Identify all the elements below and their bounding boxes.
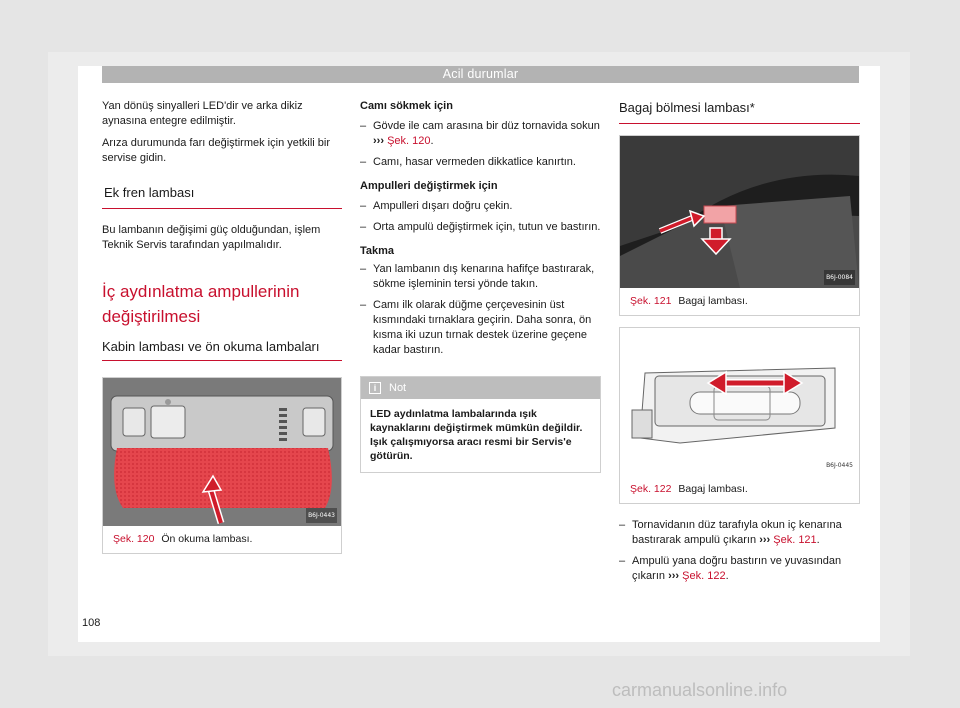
figure-code: B6J-0084 bbox=[824, 270, 855, 285]
step-text: Ampulü yana doğru bastırın ve yuvasından çıkarın bbox=[632, 555, 842, 582]
subheading-remove-glass: Camı sökmek için bbox=[360, 100, 453, 112]
reading-lamp-image bbox=[103, 378, 341, 526]
reading-lamp-illustration bbox=[103, 378, 341, 526]
step-item: – Gövde ile cam arasına bir düz tornavida sokun ››› Şek. 120. bbox=[360, 119, 601, 149]
trunk-lamp-illustration bbox=[620, 136, 859, 288]
caption-text: Ön okuma lambası. bbox=[161, 533, 253, 545]
figure-number: Şek. 121 bbox=[630, 295, 672, 307]
note-header bbox=[361, 377, 600, 399]
trunk-steps bbox=[619, 518, 860, 584]
chapter-heading: İç aydınlatma ampullerinin değiştirilmesi bbox=[102, 282, 300, 326]
subheading-fitting: Takma bbox=[360, 245, 395, 257]
paragraph: Arıza durumunda farı değiştirmek için yetkili bir servise gidin. bbox=[102, 137, 331, 164]
chapter-header: Acil durumlar bbox=[102, 66, 859, 83]
figure-link[interactable]: Şek. 120 bbox=[387, 135, 431, 147]
step-text: Gövde ile cam arasına bir düz tornavida sokun bbox=[373, 120, 600, 132]
caption-text: Bagaj lambası. bbox=[678, 295, 748, 307]
figure-caption bbox=[620, 476, 859, 503]
step-item: – Ampulleri dışarı doğru çekin. bbox=[360, 199, 601, 214]
info-icon: i bbox=[369, 382, 381, 394]
section-heading-trunk-light: Bagaj bölmesi lambası* bbox=[619, 99, 860, 124]
figure-121 bbox=[619, 135, 860, 316]
figure-code: B6J-0445 bbox=[826, 462, 853, 469]
subheading-replace-bulbs: Ampulleri değiştirmek için bbox=[360, 180, 498, 192]
column-right bbox=[619, 99, 860, 590]
note-label: Not bbox=[389, 382, 407, 394]
figure-120 bbox=[102, 377, 342, 554]
watermark: carmanualsonline.info bbox=[612, 680, 788, 700]
step-item: – Camı, hasar vermeden dikkatlice kanırtın. bbox=[360, 155, 601, 170]
note-text: LED aydınlatma lambalarında ışık kaynaklarını değiştirmek mümkün değildir. Işık çalışmıyorsa aracı resmi bir Servis'e götürün. bbox=[370, 408, 583, 462]
figure-code: B6J-0443 bbox=[306, 508, 337, 523]
step-item: – Tornavidanın düz tarafıyla okun iç kenarına bastırarak ampulü çıkarın ››› Şek. 121. bbox=[619, 518, 860, 548]
trunk-bulb-image bbox=[620, 328, 859, 476]
ref-arrows: ››› bbox=[373, 135, 384, 147]
step-item: – Camı ilk olarak düğme çerçevesinin üst kısmındaki tırnaklara geçirin. Daha sonra, ön kısma iki uzun tırnak destek üzerine geçene kadar bastırın. bbox=[360, 298, 601, 358]
page-number: 108 bbox=[82, 617, 101, 629]
step-item: – Yan lambanın dış kenarına hafifçe bastırarak, sökme işleminin tersi yönde takın. bbox=[360, 262, 601, 292]
step-text: Tornavidanın düz tarafıyla okun iç kenarına bastırarak ampulü çıkarın bbox=[632, 519, 842, 546]
ref-arrows: ››› bbox=[759, 534, 771, 546]
paragraph: Bu lambanın değişimi güç olduğundan, işlem Teknik Servis tarafından yapılmalıdır. bbox=[102, 224, 321, 251]
trunk-bulb-illustration bbox=[620, 328, 859, 476]
figure-caption bbox=[620, 288, 859, 315]
figure-link[interactable]: Şek. 121 bbox=[773, 534, 817, 546]
column-middle bbox=[360, 99, 601, 473]
figure-caption bbox=[103, 526, 341, 553]
step-item: – Ampulü yana doğru bastırın ve yuvasından çıkarın ››› Şek. 122. bbox=[619, 554, 860, 584]
figure-number: Şek. 122 bbox=[630, 483, 672, 495]
caption-text: Bagaj lambası. bbox=[678, 483, 748, 495]
ref-arrows: ››› bbox=[668, 570, 680, 582]
trunk-lamp-image bbox=[620, 136, 859, 288]
paragraph: Yan dönüş sinyalleri LED'dir ve arka dikiz aynasına entegre edilmiştir. bbox=[102, 100, 303, 127]
figure-link[interactable]: Şek. 122 bbox=[682, 570, 726, 582]
note-box bbox=[360, 376, 601, 473]
section-heading-brake-light: Ek fren lambası bbox=[102, 184, 342, 209]
step-item: – Orta ampulü değiştirmek için, tutun ve bastırın. bbox=[360, 220, 601, 235]
figure-122 bbox=[619, 327, 860, 504]
figure-number: Şek. 120 bbox=[113, 533, 155, 545]
column-left bbox=[102, 99, 342, 554]
section-heading-cabin-light: Kabin lambası ve ön okuma lambaları bbox=[102, 338, 342, 361]
